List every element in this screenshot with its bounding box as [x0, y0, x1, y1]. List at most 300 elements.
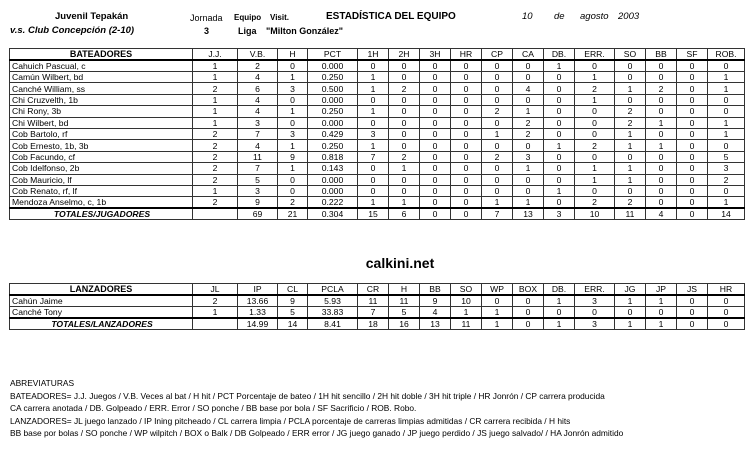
batting-stat-cell: 4 — [238, 72, 278, 83]
batting-stat-cell: 0.818 — [308, 151, 358, 162]
batting-stat-cell: 0.143 — [308, 163, 358, 174]
pitching-total-cell: 16 — [389, 318, 420, 330]
batting-stat-cell: 0 — [615, 185, 646, 196]
batting-totals-label: TOTALES/JUGADORES — [10, 208, 193, 220]
batting-stat-cell: 1 — [358, 197, 389, 209]
batting-stat-cell: 2 — [513, 117, 544, 128]
batting-stat-cell: 1 — [193, 185, 238, 196]
pitching-total-cell: 13 — [420, 318, 451, 330]
batting-player-name: Cob Bartolo, rf — [10, 128, 193, 139]
batting-stat-cell: 1 — [193, 60, 238, 72]
pitching-stat-cell: 1 — [544, 295, 575, 307]
batting-stat-cell: 0 — [420, 185, 451, 196]
batting-stat-cell: 0 — [544, 151, 575, 162]
pitching-row — [10, 307, 745, 319]
pitching-column-header: PCLA — [308, 284, 358, 296]
batting-stat-cell: 0 — [451, 174, 482, 185]
batting-stat-cell: 0 — [677, 94, 708, 105]
batting-stat-cell: 0 — [278, 94, 308, 105]
batting-stat-cell: 1 — [615, 163, 646, 174]
batting-stat-cell: 0 — [482, 140, 513, 151]
batting-player-name: Camún Wilbert, bd — [10, 72, 193, 83]
batting-stat-cell: 1 — [575, 174, 615, 185]
batting-column-header: 3H — [420, 49, 451, 61]
batting-header-row — [10, 49, 745, 61]
batting-stat-cell: 0 — [482, 60, 513, 72]
site-watermark: calkini.net — [365, 255, 435, 271]
pitching-total-cell: 18 — [358, 318, 389, 330]
batting-stat-cell: 0 — [451, 163, 482, 174]
batting-stat-cell: 0 — [451, 185, 482, 196]
batting-row — [10, 163, 745, 174]
pitching-total-cell: 1 — [646, 318, 677, 330]
batting-stat-cell: 0 — [544, 117, 575, 128]
abbreviations-line: LANZADORES= JL juego lanzado / IP Ining pitcheado / CL carrera limpia / PCLA porcentaje de carreras limpias admitidas / CR carrera recibida / H hits — [10, 415, 571, 426]
batting-stat-cell: 2 — [646, 83, 677, 94]
batting-stat-cell: 1 — [278, 72, 308, 83]
batting-stat-cell: 0 — [544, 106, 575, 117]
batting-stat-cell: 1 — [389, 163, 420, 174]
batting-stat-cell: 2 — [278, 197, 308, 209]
batting-stat-cell: 3 — [238, 185, 278, 196]
batting-stat-cell: 0 — [544, 174, 575, 185]
batting-stat-cell: 0 — [708, 60, 745, 72]
batting-row — [10, 94, 745, 105]
batting-stat-cell: 0 — [482, 117, 513, 128]
batting-stat-cell: 4 — [238, 140, 278, 151]
pitching-total-cell: 8.41 — [308, 318, 358, 330]
batting-stat-cell: 0 — [544, 128, 575, 139]
batting-player-name: Chi Rony, 3b — [10, 106, 193, 117]
pitching-stat-cell: 9 — [420, 295, 451, 307]
batting-stat-cell: 1 — [646, 140, 677, 151]
batting-stat-cell: 1 — [544, 60, 575, 72]
opponent-name: v.s. Club Concepción (2-10) — [10, 25, 135, 36]
batting-stat-cell: 3 — [358, 128, 389, 139]
pitching-stat-cell: 0 — [513, 307, 544, 319]
batting-total-cell: 4 — [646, 208, 677, 220]
batting-total-cell: 3 — [544, 208, 575, 220]
pitching-stat-cell: 10 — [451, 295, 482, 307]
batting-stat-cell: 0 — [615, 151, 646, 162]
batting-stat-cell: 2 — [193, 128, 238, 139]
batting-stat-cell: 0 — [615, 94, 646, 105]
abbreviations-title: ABREVIATURAS — [10, 378, 75, 388]
batting-stat-cell: 0.000 — [308, 174, 358, 185]
pitching-stat-cell: 5 — [389, 307, 420, 319]
batting-stat-cell: 5 — [238, 174, 278, 185]
batting-stat-cell: 0.500 — [308, 83, 358, 94]
batting-stat-cell: 0.000 — [308, 117, 358, 128]
batting-stat-cell: 0 — [451, 197, 482, 209]
batting-player-name: Cob Ernesto, 1b, 3b — [10, 140, 193, 151]
batting-row — [10, 197, 745, 209]
batting-stat-cell: 0 — [677, 106, 708, 117]
pitching-column-header: DB. — [544, 284, 575, 296]
batting-stat-cell: 0 — [575, 151, 615, 162]
batting-stat-cell: 1 — [575, 163, 615, 174]
batting-stat-cell: 2 — [238, 60, 278, 72]
visit-label: Visit. — [270, 13, 289, 22]
batting-stat-cell: 1 — [193, 72, 238, 83]
pitching-stat-cell: 3 — [575, 295, 615, 307]
batting-stat-cell: 0 — [278, 174, 308, 185]
batting-stat-cell: 0 — [358, 117, 389, 128]
pitching-header-row — [10, 284, 745, 296]
batting-stat-cell: 1 — [513, 163, 544, 174]
batting-stat-cell: 0 — [575, 60, 615, 72]
batting-stat-cell: 2 — [575, 197, 615, 209]
batting-stat-cell: 0 — [451, 140, 482, 151]
batting-stat-cell: 2 — [615, 106, 646, 117]
batting-stat-cell: 0 — [451, 151, 482, 162]
batting-stat-cell: 3 — [238, 117, 278, 128]
batting-row — [10, 151, 745, 162]
pitching-column-header: JL — [193, 284, 238, 296]
batting-stat-cell: 0 — [646, 60, 677, 72]
batting-stat-cell: 0 — [451, 83, 482, 94]
batting-total-cell: 14 — [708, 208, 745, 220]
pitching-column-header: LANZADORES — [10, 284, 193, 296]
pitching-total-cell: 0 — [677, 318, 708, 330]
batting-stat-cell: 0 — [615, 60, 646, 72]
batting-column-header: DB. — [544, 49, 575, 61]
pitching-stat-cell: 1 — [193, 307, 238, 319]
batting-row — [10, 140, 745, 151]
pitching-stat-cell: 0 — [708, 307, 745, 319]
batting-stat-cell: 0 — [420, 140, 451, 151]
pitching-stat-cell: 1 — [482, 307, 513, 319]
batting-stat-cell: 0 — [278, 185, 308, 196]
batting-stat-cell: 2 — [615, 197, 646, 209]
batting-stat-cell: 0.250 — [308, 140, 358, 151]
pitching-table — [9, 283, 745, 330]
equipo-label: Equipo — [234, 13, 262, 22]
jornada-value: 3 — [204, 26, 210, 36]
batting-stat-cell: 0 — [358, 163, 389, 174]
batting-stat-cell: 0 — [451, 128, 482, 139]
batting-stat-cell: 0 — [420, 83, 451, 94]
batting-stat-cell: 1 — [513, 197, 544, 209]
pitching-column-header: ERR. — [575, 284, 615, 296]
liga-value: "Milton González" — [266, 26, 344, 36]
batting-stat-cell: 1 — [708, 128, 745, 139]
batting-stat-cell: 0 — [677, 140, 708, 151]
pitching-total-cell: 1 — [544, 318, 575, 330]
pitching-column-header: BOX — [513, 284, 544, 296]
pitching-totals-row — [10, 318, 745, 330]
batting-stat-cell: 0 — [389, 94, 420, 105]
batting-stat-cell: 1 — [615, 140, 646, 151]
batting-total-cell: 15 — [358, 208, 389, 220]
batting-stat-cell: 1 — [615, 128, 646, 139]
batting-stat-cell: 1 — [544, 185, 575, 196]
batting-stat-cell: 2 — [575, 83, 615, 94]
batting-stat-cell: 0 — [513, 72, 544, 83]
date-day: 10 — [522, 11, 533, 22]
pitching-column-header: HR — [708, 284, 745, 296]
pitching-stat-cell: 2 — [193, 295, 238, 307]
batting-stat-cell: 0 — [677, 83, 708, 94]
batting-total-cell: 11 — [615, 208, 646, 220]
pitching-player-name: Canché Tony — [10, 307, 193, 319]
batting-stat-cell: 2 — [482, 106, 513, 117]
batting-stat-cell: 0 — [677, 151, 708, 162]
batting-stat-cell: 0 — [544, 197, 575, 209]
batting-stat-cell: 0 — [544, 83, 575, 94]
batting-column-header: H — [278, 49, 308, 61]
pitching-column-header: JS — [677, 284, 708, 296]
pitching-total-cell: 11 — [451, 318, 482, 330]
batting-stat-cell: 1 — [193, 117, 238, 128]
batting-stat-cell: 0 — [389, 185, 420, 196]
batting-stat-cell: 1 — [513, 106, 544, 117]
batting-player-name: Mendoza Anselmo, c, 1b — [10, 197, 193, 209]
batting-total-cell: 69 — [238, 208, 278, 220]
batting-total-cell: 0 — [677, 208, 708, 220]
pitching-column-header: H — [389, 284, 420, 296]
pitching-stat-cell: 0 — [513, 295, 544, 307]
batting-stat-cell: 0 — [389, 60, 420, 72]
batting-stat-cell: 0 — [420, 106, 451, 117]
pitching-stat-cell: 0 — [615, 307, 646, 319]
abbreviations-section — [10, 377, 750, 440]
batting-stat-cell: 0 — [482, 94, 513, 105]
pitching-totals-label: TOTALES/LANZADORES — [10, 318, 193, 330]
batting-stat-cell: 0 — [677, 60, 708, 72]
batting-total-cell: 13 — [513, 208, 544, 220]
pitching-stat-cell: 0 — [646, 307, 677, 319]
batting-stat-cell: 0.250 — [308, 106, 358, 117]
page-title: ESTADÍSTICA DEL EQUIPO — [326, 11, 456, 22]
batting-player-name: Chi Wilbert, bd — [10, 117, 193, 128]
batting-stat-cell: 1 — [193, 94, 238, 105]
batting-stat-cell: 2 — [389, 83, 420, 94]
batting-totals-row — [10, 208, 745, 220]
batting-stat-cell: 1 — [482, 128, 513, 139]
pitching-column-header: SO — [451, 284, 482, 296]
batting-stat-cell: 0 — [513, 174, 544, 185]
batting-stat-cell: 7 — [238, 128, 278, 139]
batting-stat-cell: 0 — [513, 94, 544, 105]
pitching-stat-cell: 11 — [358, 295, 389, 307]
date-month: agosto — [580, 11, 609, 22]
batting-stat-cell: 0 — [389, 106, 420, 117]
batting-column-header: HR — [451, 49, 482, 61]
batting-stat-cell: 0 — [646, 174, 677, 185]
batting-stat-cell: 1 — [708, 117, 745, 128]
batting-stat-cell: 0.000 — [308, 185, 358, 196]
batting-column-header: 2H — [389, 49, 420, 61]
pitching-stat-cell: 9 — [278, 295, 308, 307]
batting-stat-cell: 0 — [513, 185, 544, 196]
batting-column-header: SF — [677, 49, 708, 61]
batting-row — [10, 106, 745, 117]
batting-stat-cell: 1 — [278, 140, 308, 151]
batting-row — [10, 72, 745, 83]
pitching-stat-cell: 0 — [677, 295, 708, 307]
batting-row — [10, 128, 745, 139]
pitching-column-header: CL — [278, 284, 308, 296]
pitching-body — [10, 295, 745, 330]
batting-stat-cell: 4 — [238, 94, 278, 105]
batting-stat-cell: 1 — [646, 117, 677, 128]
batting-stat-cell: 4 — [513, 83, 544, 94]
pitching-total-cell: 14 — [278, 318, 308, 330]
batting-stat-cell: 2 — [193, 163, 238, 174]
batting-stat-cell: 0 — [451, 117, 482, 128]
batting-stat-cell: 0 — [420, 197, 451, 209]
batting-stat-cell: 0.250 — [308, 72, 358, 83]
batting-total-cell: 6 — [389, 208, 420, 220]
batting-stat-cell: 0 — [278, 117, 308, 128]
batting-stat-cell: 7 — [238, 163, 278, 174]
batting-stat-cell: 2 — [389, 151, 420, 162]
pitching-stat-cell: 0 — [544, 307, 575, 319]
batting-column-header: ERR. — [575, 49, 615, 61]
batting-stat-cell: 0 — [677, 174, 708, 185]
pitching-row — [10, 295, 745, 307]
batting-stat-cell: 1 — [193, 106, 238, 117]
batting-stat-cell: 0 — [482, 83, 513, 94]
batting-stat-cell: 0 — [420, 128, 451, 139]
batting-stat-cell: 2 — [193, 140, 238, 151]
batting-stat-cell: 0 — [646, 197, 677, 209]
pitching-total-cell: 0 — [513, 318, 544, 330]
pitching-stat-cell: 33.83 — [308, 307, 358, 319]
batting-stat-cell: 1 — [615, 83, 646, 94]
batting-player-name: Chi Cruzvelth, 1b — [10, 94, 193, 105]
batting-table — [9, 48, 745, 220]
pitching-stat-cell: 11 — [389, 295, 420, 307]
batting-stat-cell: 0 — [544, 72, 575, 83]
pitching-total-cell: 1 — [482, 318, 513, 330]
batting-stat-cell: 0 — [708, 185, 745, 196]
pitching-stat-cell: 0 — [677, 307, 708, 319]
batting-total-cell: 21 — [278, 208, 308, 220]
batting-stat-cell: 0 — [389, 174, 420, 185]
pitching-stat-cell: 7 — [358, 307, 389, 319]
batting-stat-cell: 0 — [358, 60, 389, 72]
batting-stat-cell: 0.222 — [308, 197, 358, 209]
batting-stat-cell: 1 — [278, 163, 308, 174]
batting-stat-cell: 0 — [451, 72, 482, 83]
batting-stat-cell: 0 — [389, 72, 420, 83]
batting-stat-cell: 1 — [278, 106, 308, 117]
batting-stat-cell: 0 — [575, 117, 615, 128]
batting-column-header: SO — [615, 49, 646, 61]
batting-row — [10, 60, 745, 72]
batting-stat-cell: 4 — [238, 106, 278, 117]
batting-stat-cell: 0 — [389, 140, 420, 151]
batting-stat-cell: 11 — [238, 151, 278, 162]
batting-stat-cell: 9 — [238, 197, 278, 209]
batting-stat-cell: 0 — [420, 151, 451, 162]
batting-stat-cell: 2 — [575, 140, 615, 151]
batting-column-header: CP — [482, 49, 513, 61]
batting-column-header: PCT — [308, 49, 358, 61]
batting-stat-cell: 0 — [646, 185, 677, 196]
batting-stat-cell: 0 — [544, 94, 575, 105]
batting-stat-cell: 1 — [358, 106, 389, 117]
batting-stat-cell: 7 — [358, 151, 389, 162]
batting-stat-cell: 0 — [420, 163, 451, 174]
batting-stat-cell: 0 — [482, 163, 513, 174]
batting-stat-cell: 0 — [420, 117, 451, 128]
batting-stat-cell: 6 — [238, 83, 278, 94]
batting-stat-cell: 0.000 — [308, 94, 358, 105]
batting-player-name: Cob Renato, rf, lf — [10, 185, 193, 196]
batting-player-name: Canché William, ss — [10, 83, 193, 94]
batting-stat-cell: 0 — [646, 151, 677, 162]
batting-stat-cell: 0 — [615, 72, 646, 83]
pitching-player-name: Cahún Jaime — [10, 295, 193, 307]
pitching-column-header: WP — [482, 284, 513, 296]
batting-player-name: Cob Facundo, cf — [10, 151, 193, 162]
batting-stat-cell: 1 — [544, 140, 575, 151]
batting-stat-cell: 2 — [193, 83, 238, 94]
batting-stat-cell: 0.429 — [308, 128, 358, 139]
batting-stat-cell: 2 — [193, 151, 238, 162]
pitching-total-cell: 3 — [575, 318, 615, 330]
pitching-stat-cell: 0 — [482, 295, 513, 307]
batting-stat-cell: 0.000 — [308, 60, 358, 72]
batting-total-cell: 7 — [482, 208, 513, 220]
batting-total-cell: 0 — [420, 208, 451, 220]
batting-stat-cell: 2 — [482, 151, 513, 162]
date-de: de — [554, 11, 565, 22]
batting-stat-cell: 0 — [482, 174, 513, 185]
batting-stat-cell: 3 — [278, 128, 308, 139]
pitching-column-header: JP — [646, 284, 677, 296]
batting-stat-cell: 0 — [451, 60, 482, 72]
batting-row — [10, 83, 745, 94]
batting-stat-cell: 0 — [677, 128, 708, 139]
batting-stat-cell: 0 — [646, 106, 677, 117]
batting-column-header: V.B. — [238, 49, 278, 61]
batting-body — [10, 60, 745, 220]
batting-stat-cell: 2 — [193, 174, 238, 185]
batting-stat-cell: 0 — [677, 185, 708, 196]
batting-stat-cell: 5 — [708, 151, 745, 162]
batting-stat-cell: 0 — [544, 163, 575, 174]
batting-stat-cell: 0 — [358, 94, 389, 105]
batting-row — [10, 174, 745, 185]
batting-stat-cell: 0 — [451, 106, 482, 117]
batting-stat-cell: 0 — [513, 140, 544, 151]
batting-stat-cell: 0 — [420, 72, 451, 83]
pitching-column-header: JG — [615, 284, 646, 296]
batting-stat-cell: 1 — [358, 72, 389, 83]
batting-column-header: BATEADORES — [10, 49, 193, 61]
pitching-stat-cell: 5 — [278, 307, 308, 319]
batting-stat-cell: 0 — [575, 128, 615, 139]
pitching-stat-cell: 1 — [615, 295, 646, 307]
batting-stat-cell: 2 — [615, 117, 646, 128]
pitching-stat-cell: 1 — [646, 295, 677, 307]
batting-stat-cell: 0 — [482, 72, 513, 83]
batting-column-header: BB — [646, 49, 677, 61]
abbreviations-line: CA carrera anotada / DB. Golpeado / ERR. Error / SO ponche / BB base por bola / SF Sacrificio / ROB. Robo. — [10, 403, 417, 414]
batting-stat-cell: 2 — [708, 174, 745, 185]
team-name: Juvenil Tepakán — [55, 11, 129, 22]
batting-stat-cell: 0 — [708, 106, 745, 117]
abbreviations-line: BB base por bolas / SO ponche / WP wilpitch / BOX o Balk / DB Golpeado / ERR error / JG juego ganado / JP juego perdido / JS juego salvado/ / HA Jonrón admitido — [10, 428, 624, 439]
batting-stat-cell: 0 — [389, 128, 420, 139]
batting-stat-cell: 0 — [677, 117, 708, 128]
batting-stat-cell: 0 — [482, 185, 513, 196]
batting-stat-cell: 1 — [708, 197, 745, 209]
